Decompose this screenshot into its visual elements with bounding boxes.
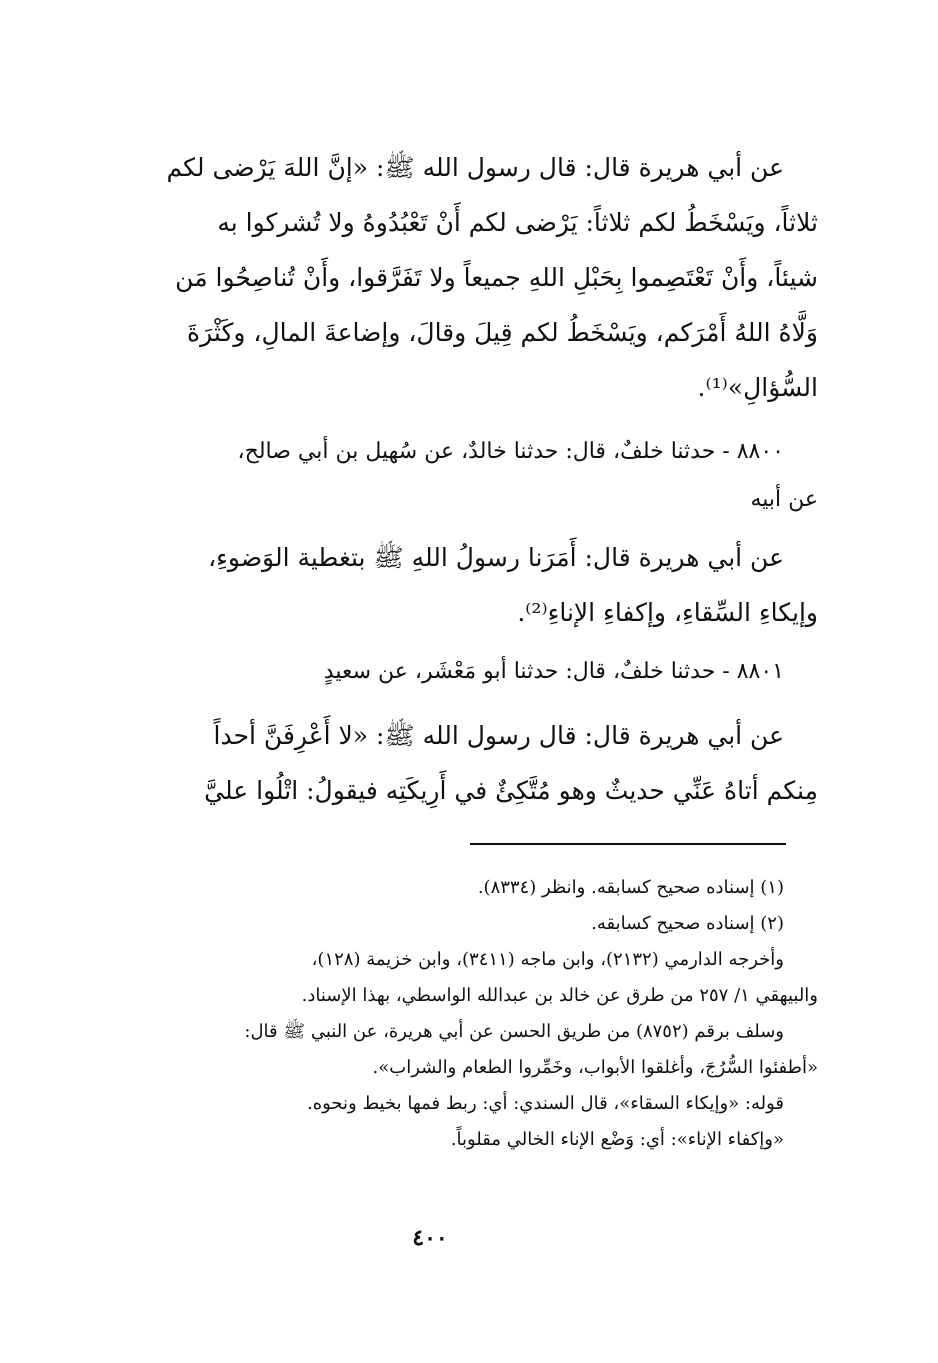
text-line: السُّؤالِ»⁽¹⁾. <box>697 373 818 402</box>
page-number: ٤٠٠ <box>412 1225 448 1251</box>
text-line: عن أبي هريرة قال: أَمَرَنا رسولُ اللهِ ﷺ بتغطية الوَضوءِ، <box>208 543 784 572</box>
isnad-line: ٨٨٠٠ - حدثنا خلفٌ، قال: حدثنا خالدٌ، عن سُهيل بن أبي صالح، <box>237 439 784 464</box>
isnad-line: عن أبيه <box>750 487 818 512</box>
footnote-line: «وإكفاء الإناء»: أي: وَضْع الإناء الخالي مقلوباً. <box>450 1129 784 1150</box>
text-line: ثلاثاً، ويَسْخَطُ لكم ثلاثاً: يَرْضى لكم أَنْ تَعْبُدُوهُ ولا تُشركوا به <box>217 208 818 237</box>
footnotes <box>118 870 818 1158</box>
text-line: عن أبي هريرة قال: قال رسول الله ﷺ: «إنَّ اللهَ يَرْضى لكم <box>166 153 784 182</box>
hadith-8801-text <box>118 708 818 818</box>
isnad-8800 <box>118 428 818 524</box>
footnote-line: والبيهقي ١/ ٢٥٧ من طرق عن خالد بن عبدالله الواسطي، بهذا الإسناد. <box>301 985 818 1006</box>
footnote-2: (٢) إسناده صحيح كسابقه. <box>591 913 784 934</box>
isnad-line: ٨٨٠١ - حدثنا خلفٌ، قال: حدثنا أبو مَعْشَر، عن سعيدٍ <box>323 659 784 684</box>
footnote-line: وأخرجه الدارمي (٢١٣٢)، وابن ماجه (٣٤١١)، وابن خزيمة (١٢٨)، <box>311 949 784 970</box>
footnote-1: (١) إسناده صحيح كسابقه. وانظر (٨٣٣٤). <box>477 877 784 898</box>
footnote-line: «أطفئوا السُّرُجَ، وأغلقوا الأبواب، وخَمِّروا الطعام والشراب». <box>372 1057 818 1078</box>
text-line: وإيكاءِ السِّقاءِ، وإكفاءِ الإناءِ⁽²⁾. <box>517 598 818 627</box>
hadith-8800-text <box>118 530 818 640</box>
text-line: شيئاً، وأَنْ تَعْتَصِموا بِحَبْلِ اللهِ جميعاً ولا تَفَرَّقوا، وأَنْ تُناصِحُوا مَن <box>175 263 818 292</box>
footnote-line: وسلف برقم (٨٧٥٢) من طريق الحسن عن أبي هريرة، عن النبي ﷺ قال: <box>244 1021 784 1042</box>
isnad-8801 <box>118 648 818 696</box>
text-line: مِنكم أتاهُ عَنِّي حديثٌ وهو مُتَّكِئٌ في أَرِيكَتِه فيقولُ: اتْلُوا عليَّ <box>204 776 818 805</box>
footnote-line: قوله: «وإيكاء السقاء»، قال السندي: أي: ربط فمها بخيط ونحوه. <box>306 1093 784 1114</box>
text-line: عن أبي هريرة قال: قال رسول الله ﷺ: «لا أَعْرِفَنَّ أحداً <box>213 721 784 750</box>
text-line: وَلَّاهُ اللهُ أَمْرَكم، ويَسْخَطُ لكم قِيلَ وقالَ، وإضاعةَ المالِ، وكَثْرَةَ <box>187 318 818 347</box>
hadith-8799-text <box>118 140 818 415</box>
footnote-separator <box>470 843 786 845</box>
